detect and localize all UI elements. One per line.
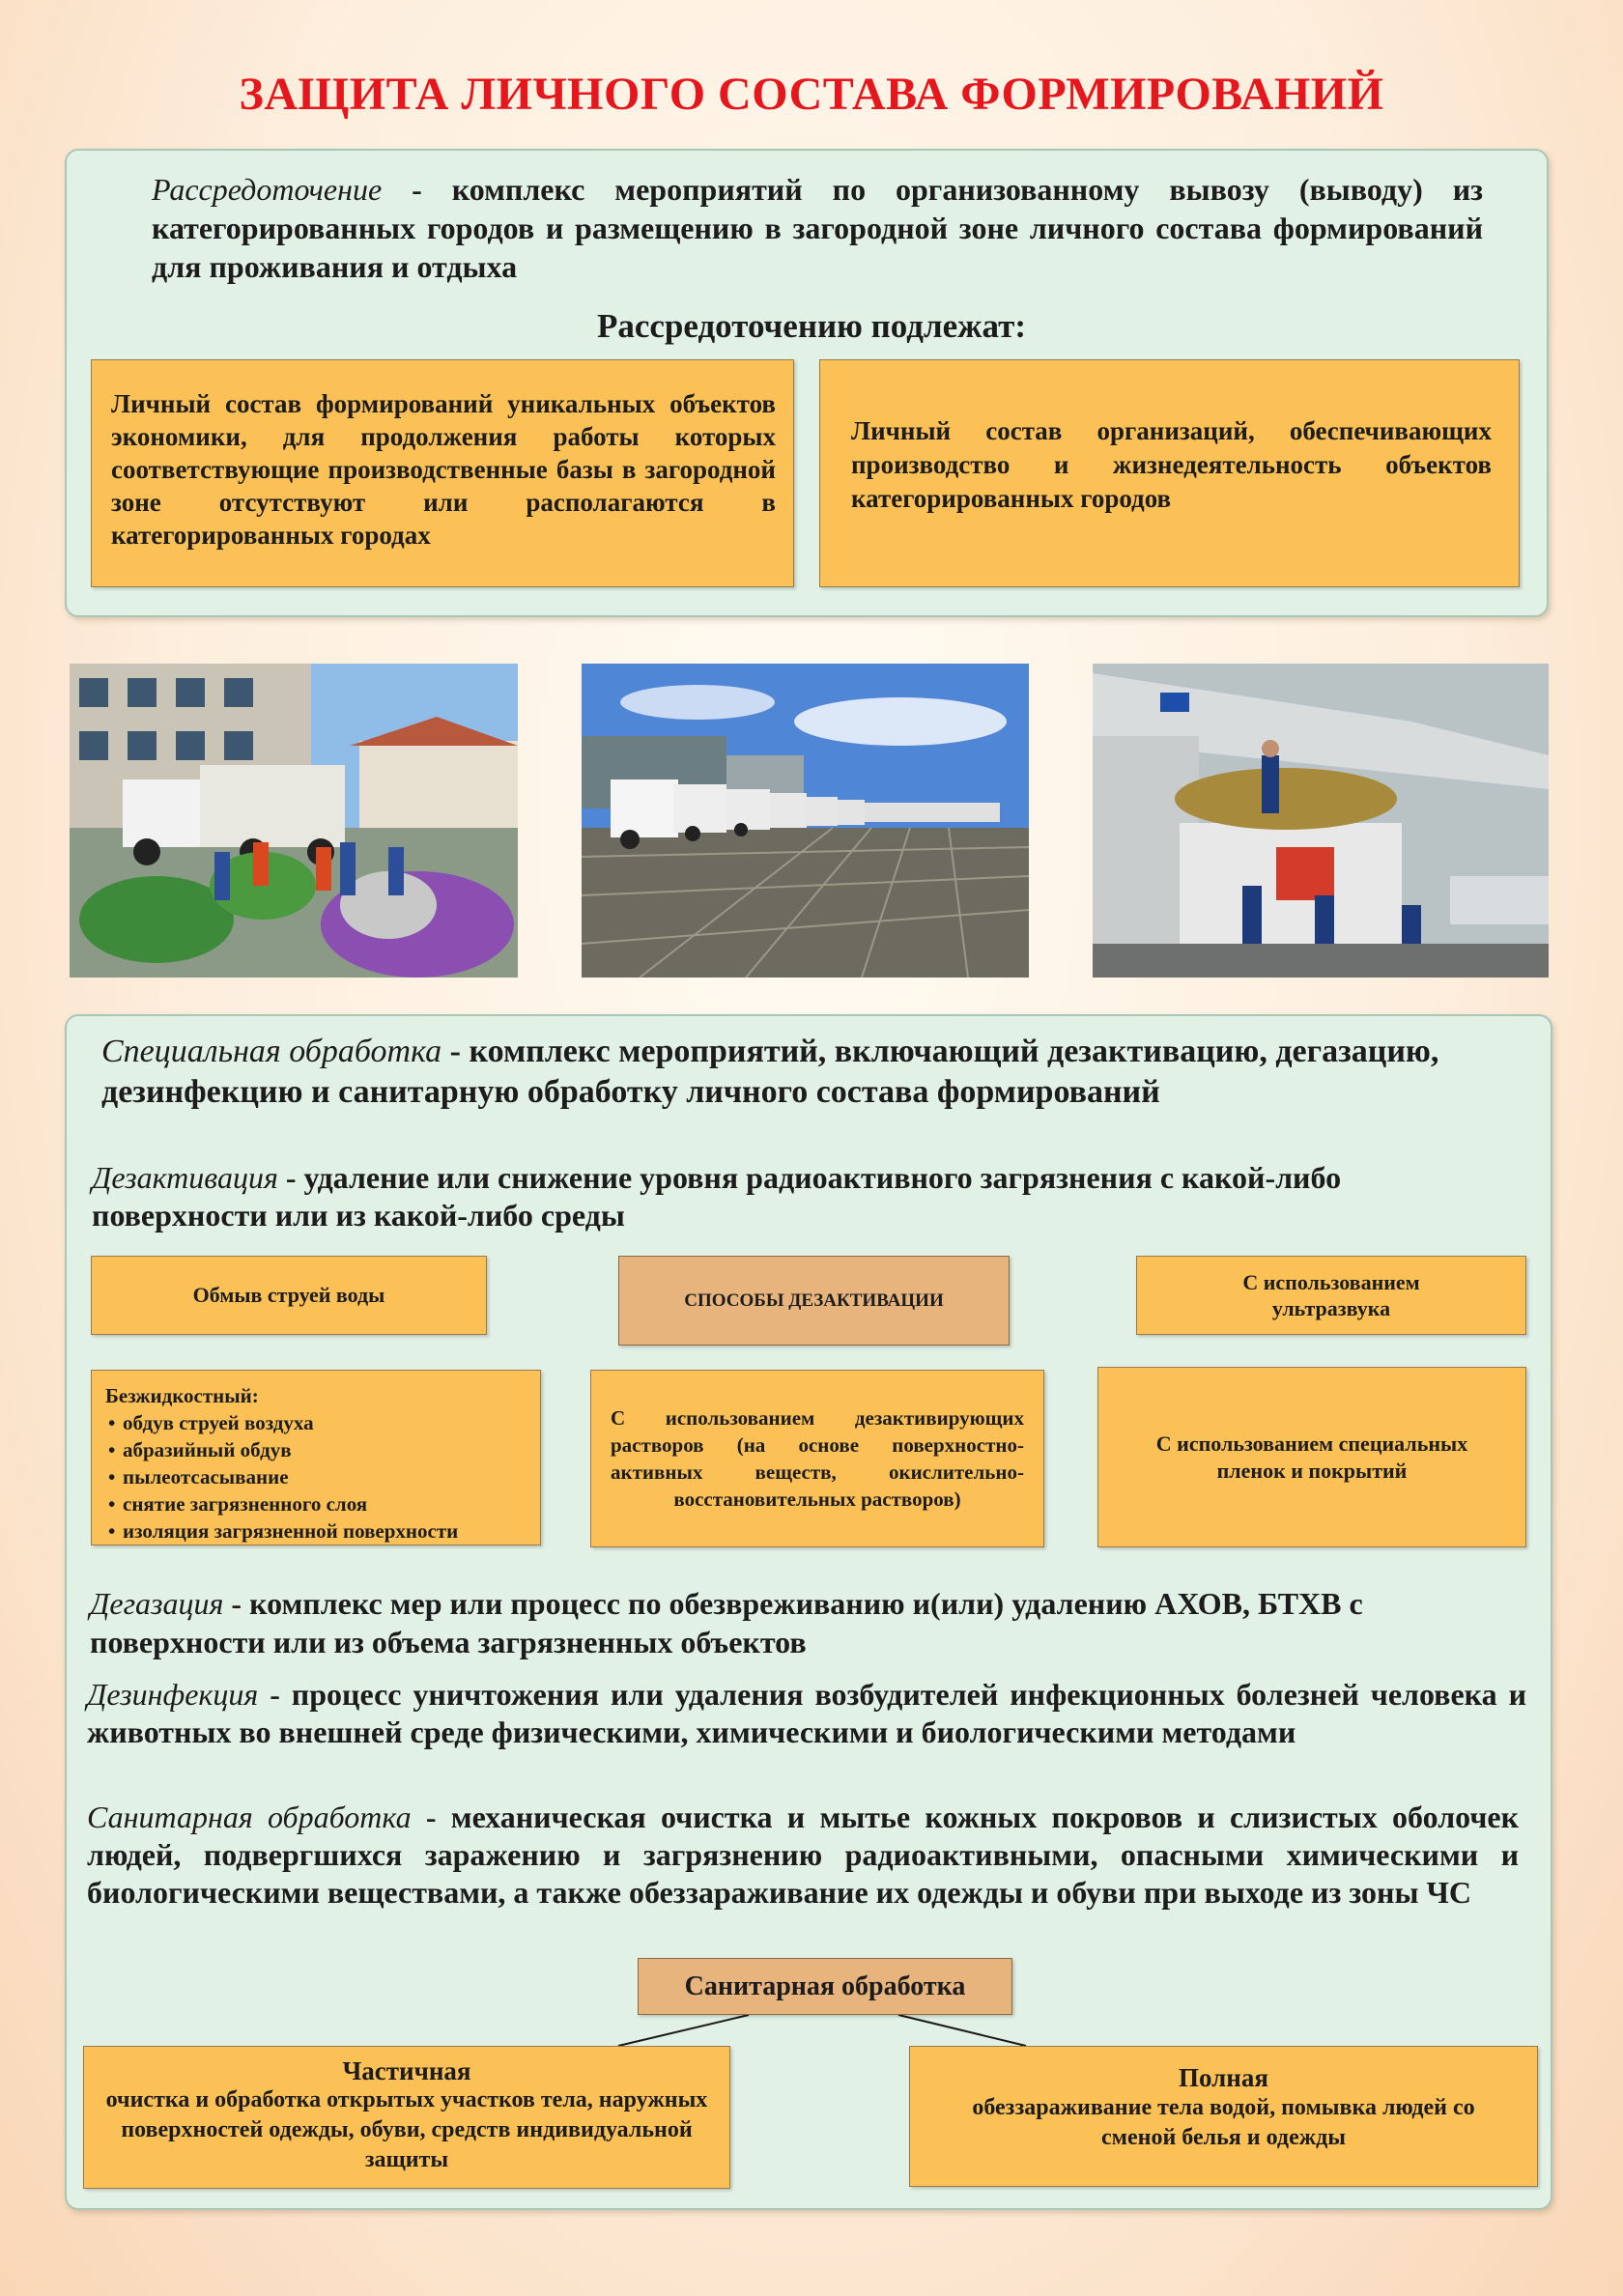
method-solutions-text: С использованием дезактивирующих растворов (на основе поверхностно-активных веществ, окислительно-восстановительных растворов) [611, 1406, 1024, 1511]
partial-treatment-text: очистка и обработка открытых участков тела, наружных поверхностей одежды, обуви, средств индивидуальной защиты [105, 2087, 708, 2172]
method-solutions-box [590, 1370, 1044, 1547]
method-dry-item: • обдув струей воздуха [123, 1409, 530, 1436]
method-dry-item: • абразийный обдув [123, 1436, 530, 1463]
methods-center-box [618, 1256, 1010, 1346]
tents-camp-photo [70, 664, 518, 978]
method-dry-box [91, 1370, 541, 1545]
degassing-term: Дегазация [90, 1586, 224, 1621]
special-definition-text: - комплекс мероприятий, включающий дезактивацию, дегазацию, дезинфекцию и санитарную обработку личного состава формирований [101, 1034, 1439, 1110]
dispersal-definition [152, 170, 1483, 286]
sanitary-box-text: Санитарная обработка [684, 1970, 966, 2001]
method-dry-item: • пылеотсасывание [123, 1463, 530, 1490]
sanitary-definition [87, 1799, 1519, 1912]
full-treatment-text: обеззараживание тела водой, помывка людей со сменой белья и одежды [972, 2095, 1475, 2150]
full-treatment-title: Полная [1179, 2063, 1268, 2092]
dispersal-box-left [91, 359, 794, 587]
poster-title: ЗАЩИТА ЛИЧНОГО СОСТАВА ФОРМИРОВАНИЙ [239, 69, 1384, 120]
truck-convoy-photo [582, 664, 1029, 978]
method-ultrasound-box [1136, 1256, 1526, 1335]
degassing-definition [90, 1584, 1539, 1661]
dispersal-box-right [819, 359, 1520, 587]
method-films-text: С использованием специальных пленок и покрытий [1155, 1431, 1468, 1483]
full-treatment-box [909, 2046, 1538, 2187]
method-films-box [1097, 1367, 1526, 1547]
method-dry-title: Безжидкостный: [105, 1384, 259, 1407]
special-term: Специальная обработка [101, 1034, 442, 1069]
method-dry-list [105, 1409, 530, 1545]
method-water-box [91, 1256, 487, 1335]
sanitary-definition-text: - механическая очистка и мытье кожных покровов и слизистых оболочек людей, подвергшихся заражению и загрязнению радиоактивными, опасными химическими и биологическими веществами, а также обеззараживание их одежды и обуви при выходе из зоны ЧС [87, 1800, 1520, 1910]
dispersal-subject-heading: Рассредоточению подлежат: [596, 307, 1026, 345]
decontamination-term: Дезактивация [92, 1160, 278, 1195]
methods-center-text: СПОСОБЫ ДЕЗАКТИВАЦИИ [684, 1290, 944, 1311]
method-dry-item: • снятие загрязненного слоя [123, 1490, 530, 1517]
method-dry-item: • изоляция загрязненной поверхности [123, 1517, 530, 1545]
disinfection-definition [87, 1676, 1526, 1751]
disinfection-definition-text: - процесс уничтожения или удаления возбудителей инфекционных болезней человека и животных во внешней среде физическими, химическими и биологическими методами [87, 1677, 1526, 1749]
method-water-text: Обмыв струей воды [192, 1283, 385, 1307]
sanitary-box [638, 1958, 1012, 2015]
decontamination-definition-text: - удаление или снижение уровня радиоактивного загрязнения с какой-либо поверхности или из какой-либо среды [92, 1160, 1342, 1233]
special-definition [101, 1032, 1551, 1113]
dispersal-definition-text: - комплекс мероприятий по организованному вывозу (выводу) из категорированных городов и размещению в загородной зоне личного состава формирований для проживания и отдыха [152, 172, 1483, 284]
aircraft-unloading-photo [1093, 664, 1549, 978]
decontamination-definition [92, 1159, 1512, 1234]
partial-treatment-box [83, 2046, 730, 2189]
degassing-definition-text: - комплекс мер или процесс по обезвреживанию и(или) удалению АХОВ, БТХВ с поверхности или из объема загрязненных объектов [90, 1586, 1363, 1659]
sanitary-term: Санитарная обработка [87, 1800, 412, 1834]
dispersal-box-left-text: Личный состав формирований уникальных объектов экономики, для продолжения работы которых соответствующие производственные базы в загородной зоне отсутствуют или располагаются в категорированных городах [111, 389, 776, 550]
disinfection-term: Дезинфекция [87, 1677, 259, 1712]
dispersal-term: Рассредоточение [152, 172, 383, 207]
method-ultrasound-text: С использованием ультразвука [1242, 1270, 1420, 1320]
dispersal-box-right-text: Личный состав организаций, обеспечивающих производство и жизнедеятельность объектов категорированных городов [851, 416, 1492, 513]
partial-treatment-title: Частичная [342, 2056, 471, 2085]
